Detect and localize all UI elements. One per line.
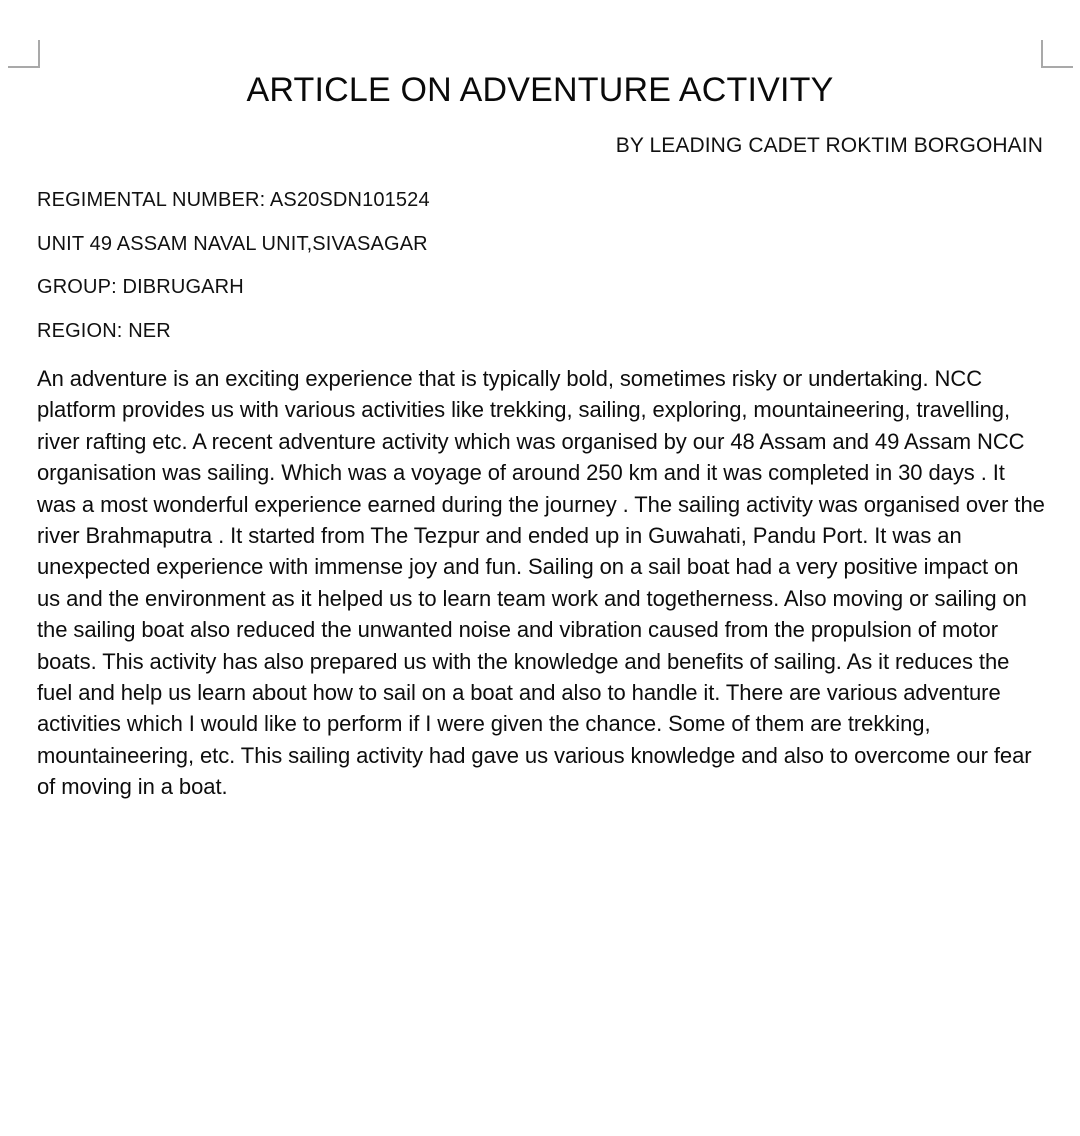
author-byline: BY LEADING CADET ROKTIM BORGOHAIN — [615, 134, 1043, 157]
page-title: ARTICLE ON ADVENTURE ACTIVITY — [246, 71, 834, 109]
metadata-line-region: REGION: NER — [37, 319, 171, 342]
metadata-block — [37, 190, 1043, 364]
metadata-line-regimental-number: REGIMENTAL NUMBER: AS20SDN101524 — [37, 189, 430, 211]
metadata-line-group: GROUP: DIBRUGARH — [37, 276, 244, 298]
article-body-paragraph: An adventure is an exciting experience that is typically bold, sometimes risky or undertaking. NCC platform provides us with various activities like trekking, sailing, exploring, mountaineering, travelling, river rafting etc. A recent adventure activity which was organised by our 48 Assam and 49 Assam NCC organisation was sailing. Which was a voyage of around 250 km and it was completed in 30 days . It was a most wonderful experience earned during the journey . The sailing activity was organised over the river Brahmaputra . It started from The Tezpur and ended up in Guwahati, Pandu Port. It was an unexpected experience with immense joy and fun. Sailing on a sail boat had a very positive impact on us and the environment as it helped us to learn team work and togetherness. Also moving or sailing on the sailing boat also reduced the unwanted noise and vibration caused from the propulsion of motor boats. This activity has also prepared us with the knowledge and benefits of sailing. As it reduces the fuel and help us learn about how to sail on a boat and also to handle it. There are various adventure activities which I would like to perform if I were given the chance. Some of them are trekking, mountaineering, etc. This sailing activity had gave us various knowledge and also to overcome our fear of moving in a boat. — [37, 366, 1045, 800]
metadata-line-unit: UNIT 49 ASSAM NAVAL UNIT,SIVASAGAR — [37, 232, 428, 255]
